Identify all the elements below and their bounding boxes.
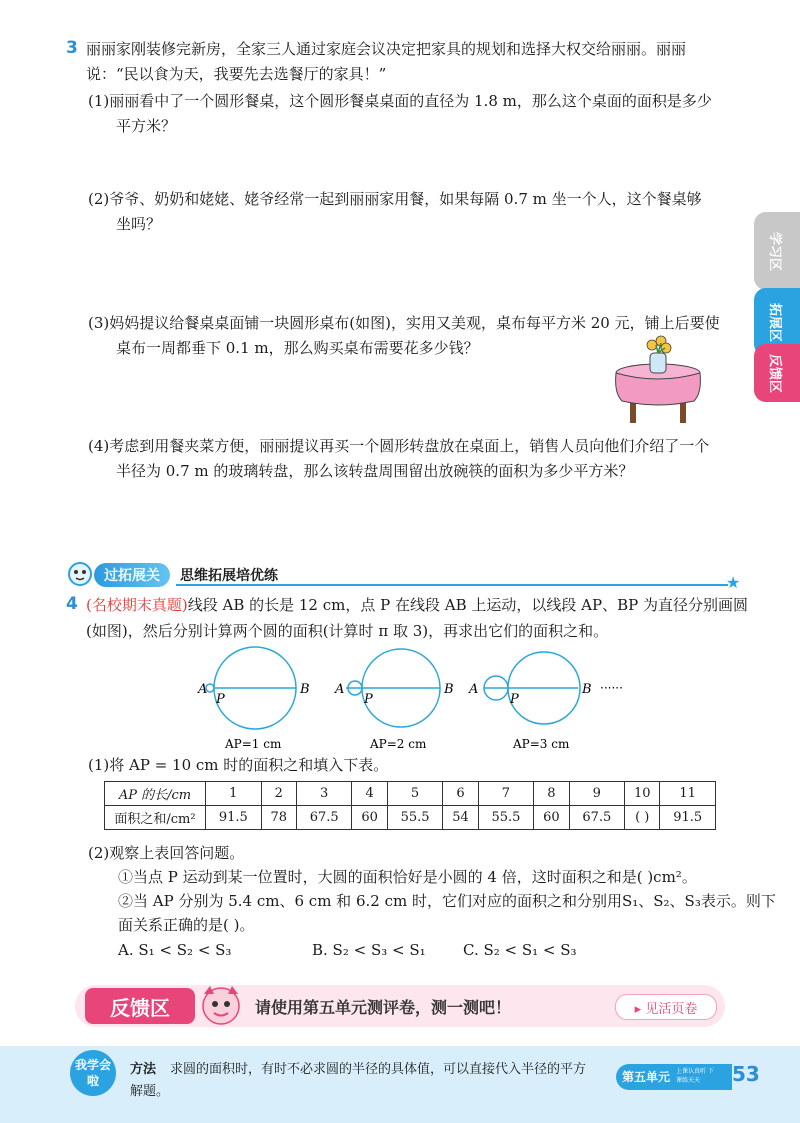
- label-b-1: B: [300, 682, 310, 697]
- mascot-icon: [196, 980, 246, 1028]
- unit-small-text: 上课认真听 下课练天天: [676, 1068, 714, 1084]
- table-cell: 9: [569, 782, 625, 806]
- figure-ap-1: [197, 647, 310, 751]
- q4-part2: (2)观察上表回答问题。: [88, 844, 245, 862]
- tab-feedback-zone[interactable]: 反馈区: [754, 344, 800, 402]
- section-mascot-icon: [66, 560, 94, 586]
- table-row-header: [105, 782, 716, 806]
- table-cell: 11: [660, 782, 716, 806]
- answer-blank-cell[interactable]: ( ): [625, 806, 660, 830]
- unit-label: 第五单元: [622, 1070, 671, 1084]
- q4-intro-line2: (如图)，然后分别计算两个圆的面积(计算时 π 取 3)，再求出它们的面积之和。: [86, 622, 609, 640]
- caption-3: AP=3 cm: [513, 737, 570, 751]
- table-cell: 1: [206, 782, 262, 806]
- table-cell: 2: [261, 782, 296, 806]
- table-cell: 91.5: [206, 806, 262, 830]
- figure-ellipsis: ······: [600, 681, 623, 695]
- method-text-line1: 求圆的面积时，有时不必求圆的半径的具体值，可以直接代入半径的平方: [170, 1062, 587, 1077]
- tab-study-zone[interactable]: 学习区: [754, 212, 800, 290]
- q3-part1-line1: (1)丽丽看中了一个圆形餐桌，这个圆形餐桌桌面的直径为 1.8 m，那么这个桌面的面积是多少: [88, 92, 712, 110]
- page-number: 53: [732, 1062, 760, 1086]
- q3-part4-line2: 半径为 0.7 m 的玻璃转盘，那么该转盘周围留出放碗筷的面积为多少平方米？: [116, 462, 634, 480]
- table-cell: 55.5: [387, 806, 443, 830]
- caption-2: AP=2 cm: [370, 737, 427, 751]
- table-cell: 91.5: [660, 806, 716, 830]
- section-title: 思维拓展培优练: [180, 568, 278, 584]
- label-a-1: A: [198, 682, 208, 697]
- q3-part2-line1: (2)爷爷、奶奶和姥姥、姥爷经常一起到丽丽家用餐，如果每隔 0.7 m 坐一个人，这个餐桌够: [88, 190, 702, 208]
- footer-badge: 我学会啦: [70, 1050, 116, 1096]
- table-cell: 60: [534, 806, 569, 830]
- caption-1: AP=1 cm: [225, 737, 282, 751]
- option-a[interactable]: A. S₁ < S₂ < S₃: [118, 941, 232, 959]
- q4-intro-line1: [86, 594, 748, 616]
- option-c[interactable]: C. S₂ < S₁ < S₃: [463, 941, 577, 959]
- q3-part3-line2: 桌布一周都垂下 0.1 m，那么购买桌布需要花多少钱？: [116, 339, 479, 357]
- q3-intro-line1: 丽丽家刚装修完新房，全家三人通过家庭会议决定把家具的规划和选择大权交给丽丽。丽丽: [86, 40, 687, 58]
- table-cell: 7: [478, 782, 534, 806]
- q4-exam-tag: (名校期末真题): [86, 596, 188, 614]
- section-badge: 过拓展关: [94, 563, 170, 587]
- label-a-2: A: [335, 682, 345, 697]
- table-cell: 67.5: [296, 806, 352, 830]
- table-cell: 5: [387, 782, 443, 806]
- q4-intro-text: 线段 AB 的长是 12 cm，点 P 在线段 AB 上运动，以线段 AP、BP 为直径分别画圆: [187, 596, 748, 614]
- table-cell: 78: [261, 806, 296, 830]
- q3-part4-line1: (4)考虑到用餐夹菜方便，丽丽提议再买一个圆形转盘放在桌面上，销售人员向他们介绍了一个: [88, 437, 710, 455]
- label-p-1: P: [216, 692, 225, 707]
- q3-part3-line1: (3)妈妈提议给餐桌桌面铺一块圆形桌布(如图)，实用又美观，桌布每平方米 20 元，铺上后要使: [88, 314, 720, 332]
- table-cell: 60: [352, 806, 387, 830]
- label-b-3: B: [582, 682, 592, 697]
- label-a-3: A: [469, 682, 479, 697]
- feedback-text: 请使用第五单元测评卷，测一测吧！: [255, 998, 512, 1017]
- table-cell: 67.5: [569, 806, 625, 830]
- feedback-title: 反馈区: [85, 988, 195, 1024]
- method-text-line2: 解题。: [130, 1084, 170, 1099]
- round-table-illustration: [608, 335, 708, 427]
- question-4-number: 4: [66, 594, 78, 614]
- q3-intro-line2: 说：“民以食为天，我要先去选餐厅的家具！”: [86, 65, 387, 83]
- q4-part2b-line2: 面关系正确的是( )。: [118, 916, 255, 934]
- table-cell: 55.5: [478, 806, 534, 830]
- table-cell: 3: [296, 782, 352, 806]
- q4-part1: (1)将 AP = 10 cm 时的面积之和填入下表。: [88, 756, 389, 774]
- figure-ap-2: [334, 649, 454, 751]
- label-p-3: P: [510, 692, 519, 707]
- label-p-2: P: [364, 692, 373, 707]
- table-cell: AP 的长/cm: [105, 782, 206, 806]
- q4-part2a: ①当点 P 运动到某一位置时，大圆的面积恰好是小圆的 4 倍，这时面积之和是( )cm²。: [118, 868, 697, 886]
- table-cell: 6: [443, 782, 478, 806]
- circles-figure: [190, 640, 650, 756]
- see-test-sheet-button[interactable]: ▸ 见活页卷: [615, 994, 717, 1020]
- label-b-2: B: [444, 682, 454, 697]
- q3-part1-line2: 平方米？: [116, 117, 177, 135]
- figure-ap-3: [468, 652, 623, 751]
- star-icon: ★: [726, 573, 741, 592]
- area-sum-table: [104, 781, 716, 830]
- table-cell: 10: [625, 782, 660, 806]
- table-cell: 4: [352, 782, 387, 806]
- table-cell: 面积之和/cm²: [105, 806, 206, 830]
- question-3-number: 3: [66, 38, 78, 58]
- q3-part2-line2: 坐吗？: [116, 215, 162, 233]
- section-divider: [176, 584, 728, 586]
- tab-expand-zone[interactable]: 拓展区: [754, 288, 800, 356]
- table-cell: 8: [534, 782, 569, 806]
- option-b[interactable]: B. S₂ < S₃ < S₁: [312, 941, 426, 959]
- q4-part2b-line1: ②当 AP 分别为 5.4 cm、6 cm 和 6.2 cm 时，它们对应的面积之和分别用S₁、S₂、S₃表示。则下: [118, 892, 776, 910]
- table-row-values: [105, 806, 716, 830]
- table-cell: 54: [443, 806, 478, 830]
- method-label: 方法: [130, 1062, 157, 1077]
